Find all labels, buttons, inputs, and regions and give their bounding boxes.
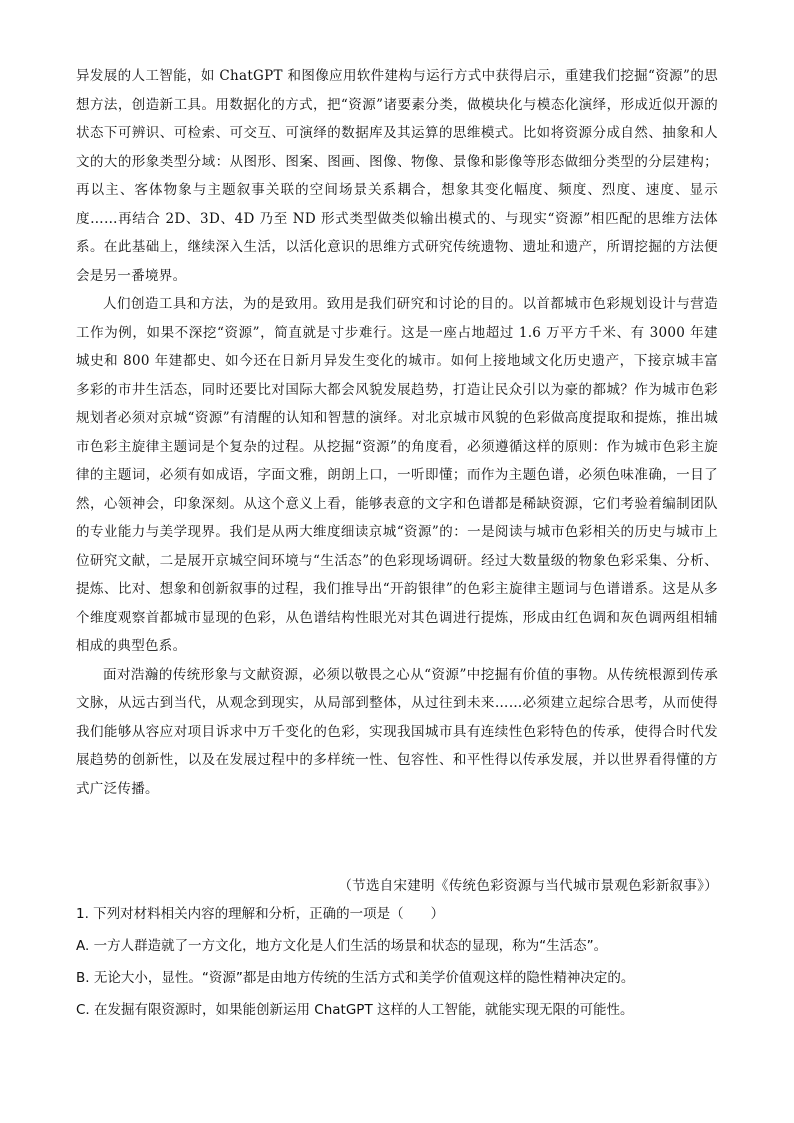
passage-paragraph-1: 异发展的人工智能，如 ChatGPT 和图像应用软件建构与运行方式中获得启示，重建我们挖掘“资源”的思想方法，创造新工具。用数据化的方式，把“资源”诸要素分类，做模块化与模态化演绎，形成近似开源的状态下可辨识、可检索、可交互、可演绎的数据库及其运算的思维模式。比如将资源分成自然、抽象和人文的大的形象类型分域：从图形、图案、图画、图像、物像、景像和影像等形态做细分类型的分层建构；再以主、客体物象与主题叙事关联的空间场景关系耦合，想象其变化幅度、频度、烈度、速度、显示度……再结合 2D、3D、4D 乃至 ND 形式类型做类似输出模式的、与现实“资源”相匹配的思维方法体系。在此基础上，继续深入生活，以活化意识的思维方式研究传统遗物、遗址和遗产，所谓挖掘的方法便会是另一番境界。: [76, 68, 718, 284]
reading-passage: [76, 62, 718, 803]
option-c: C. 在发掘有限资源时，如果能创新运用 ChatGPT 这样的人工智能，就能实现无限的可能性。: [76, 1002, 634, 1018]
passage-paragraph-3: 面对浩瀚的传统形象与文献资源，必须以敬畏之心从“资源”中挖掘有价值的事物。从传统根源到传承文脉，从远古到当代，从观念到现实，从局部到整体，从过往到未来……必须建立起综合思考，从而使得我们能够从容应对项目诉求中万千变化的色彩，实现我国城市具有连续性色彩特色的传承，使得合时代发展趋势的创新性，以及在发展过程中的多样统一性、包容性、和平性得以传承发展，并以世界看得懂的方式广泛传播。: [76, 666, 718, 797]
option-a: A. 一方人群造就了一方文化，地方文化是人们生活的场景和状态的显现，称为“生活态”。: [76, 938, 608, 954]
passage-paragraph-2: 人们创造工具和方法，为的是致用。致用是我们研究和讨论的目的。以首都城市色彩规划设计与营造工作为例，如果不深挖“资源”，简直就是寸步难行。这是一座占地超过 1.6 万平方千米、有 3000 年建城史和 800 年建都史、如今还在日新月异发生变化的城市。如何上接地域文化历史遗产，下接京城丰富多彩的市井生活态，同时还要比对国际大都会风貌发展趋势，打造让民众引以为豪的都城？作为城市色彩规划者必须对京城“资源”有清醒的认知和智慧的演绎。对北京城市风貌的色彩做高度提取和提炼，推出城市色彩主旋律主题词是个复杂的过程。从挖掘“资源”的角度看，必须遵循这样的原则：作为城市色彩主旋律的主题词，必须有如成语，字面文雅，朗朗上口，一听即懂；而作为主题色谱，必须色味准确，一目了然，心领神会，印象深刻。从这个意义上看，能够表意的文字和色谱都是稀缺资源，它们考验着编制团队的专业能力与美学现界。我们是从两大维度细读京城“资源”的：一是阅读与城市色彩相关的历史与城市上位研究文献，二是展开京城空间环境与“生活态”的色彩现场调研。经过大数量级的物象色彩采集、分析、提炼、比对、想象和创新叙事的过程，我们推导出“开韵银律”的色彩主旋律主题词与色谱谱系。这是从多个维度观察首都城市显现的色彩，从色谱结构性眼光对其色调进行提炼，形成由红色调和灰色调两组相辅相成的典型色系。: [76, 296, 718, 654]
option-b: B. 无论大小，显性。“资源”都是由地方传统的生活方式和美学价值观这样的隐性精神决定的。: [76, 970, 635, 986]
question-block: [76, 904, 736, 1032]
passage-source-citation: （节选自宋建明《传统色彩资源与当代城市景观色彩新叙事》）: [338, 878, 718, 894]
question-stem: 1. 下列对材料相关内容的理解和分析，正确的一项是（ ）: [76, 906, 445, 922]
